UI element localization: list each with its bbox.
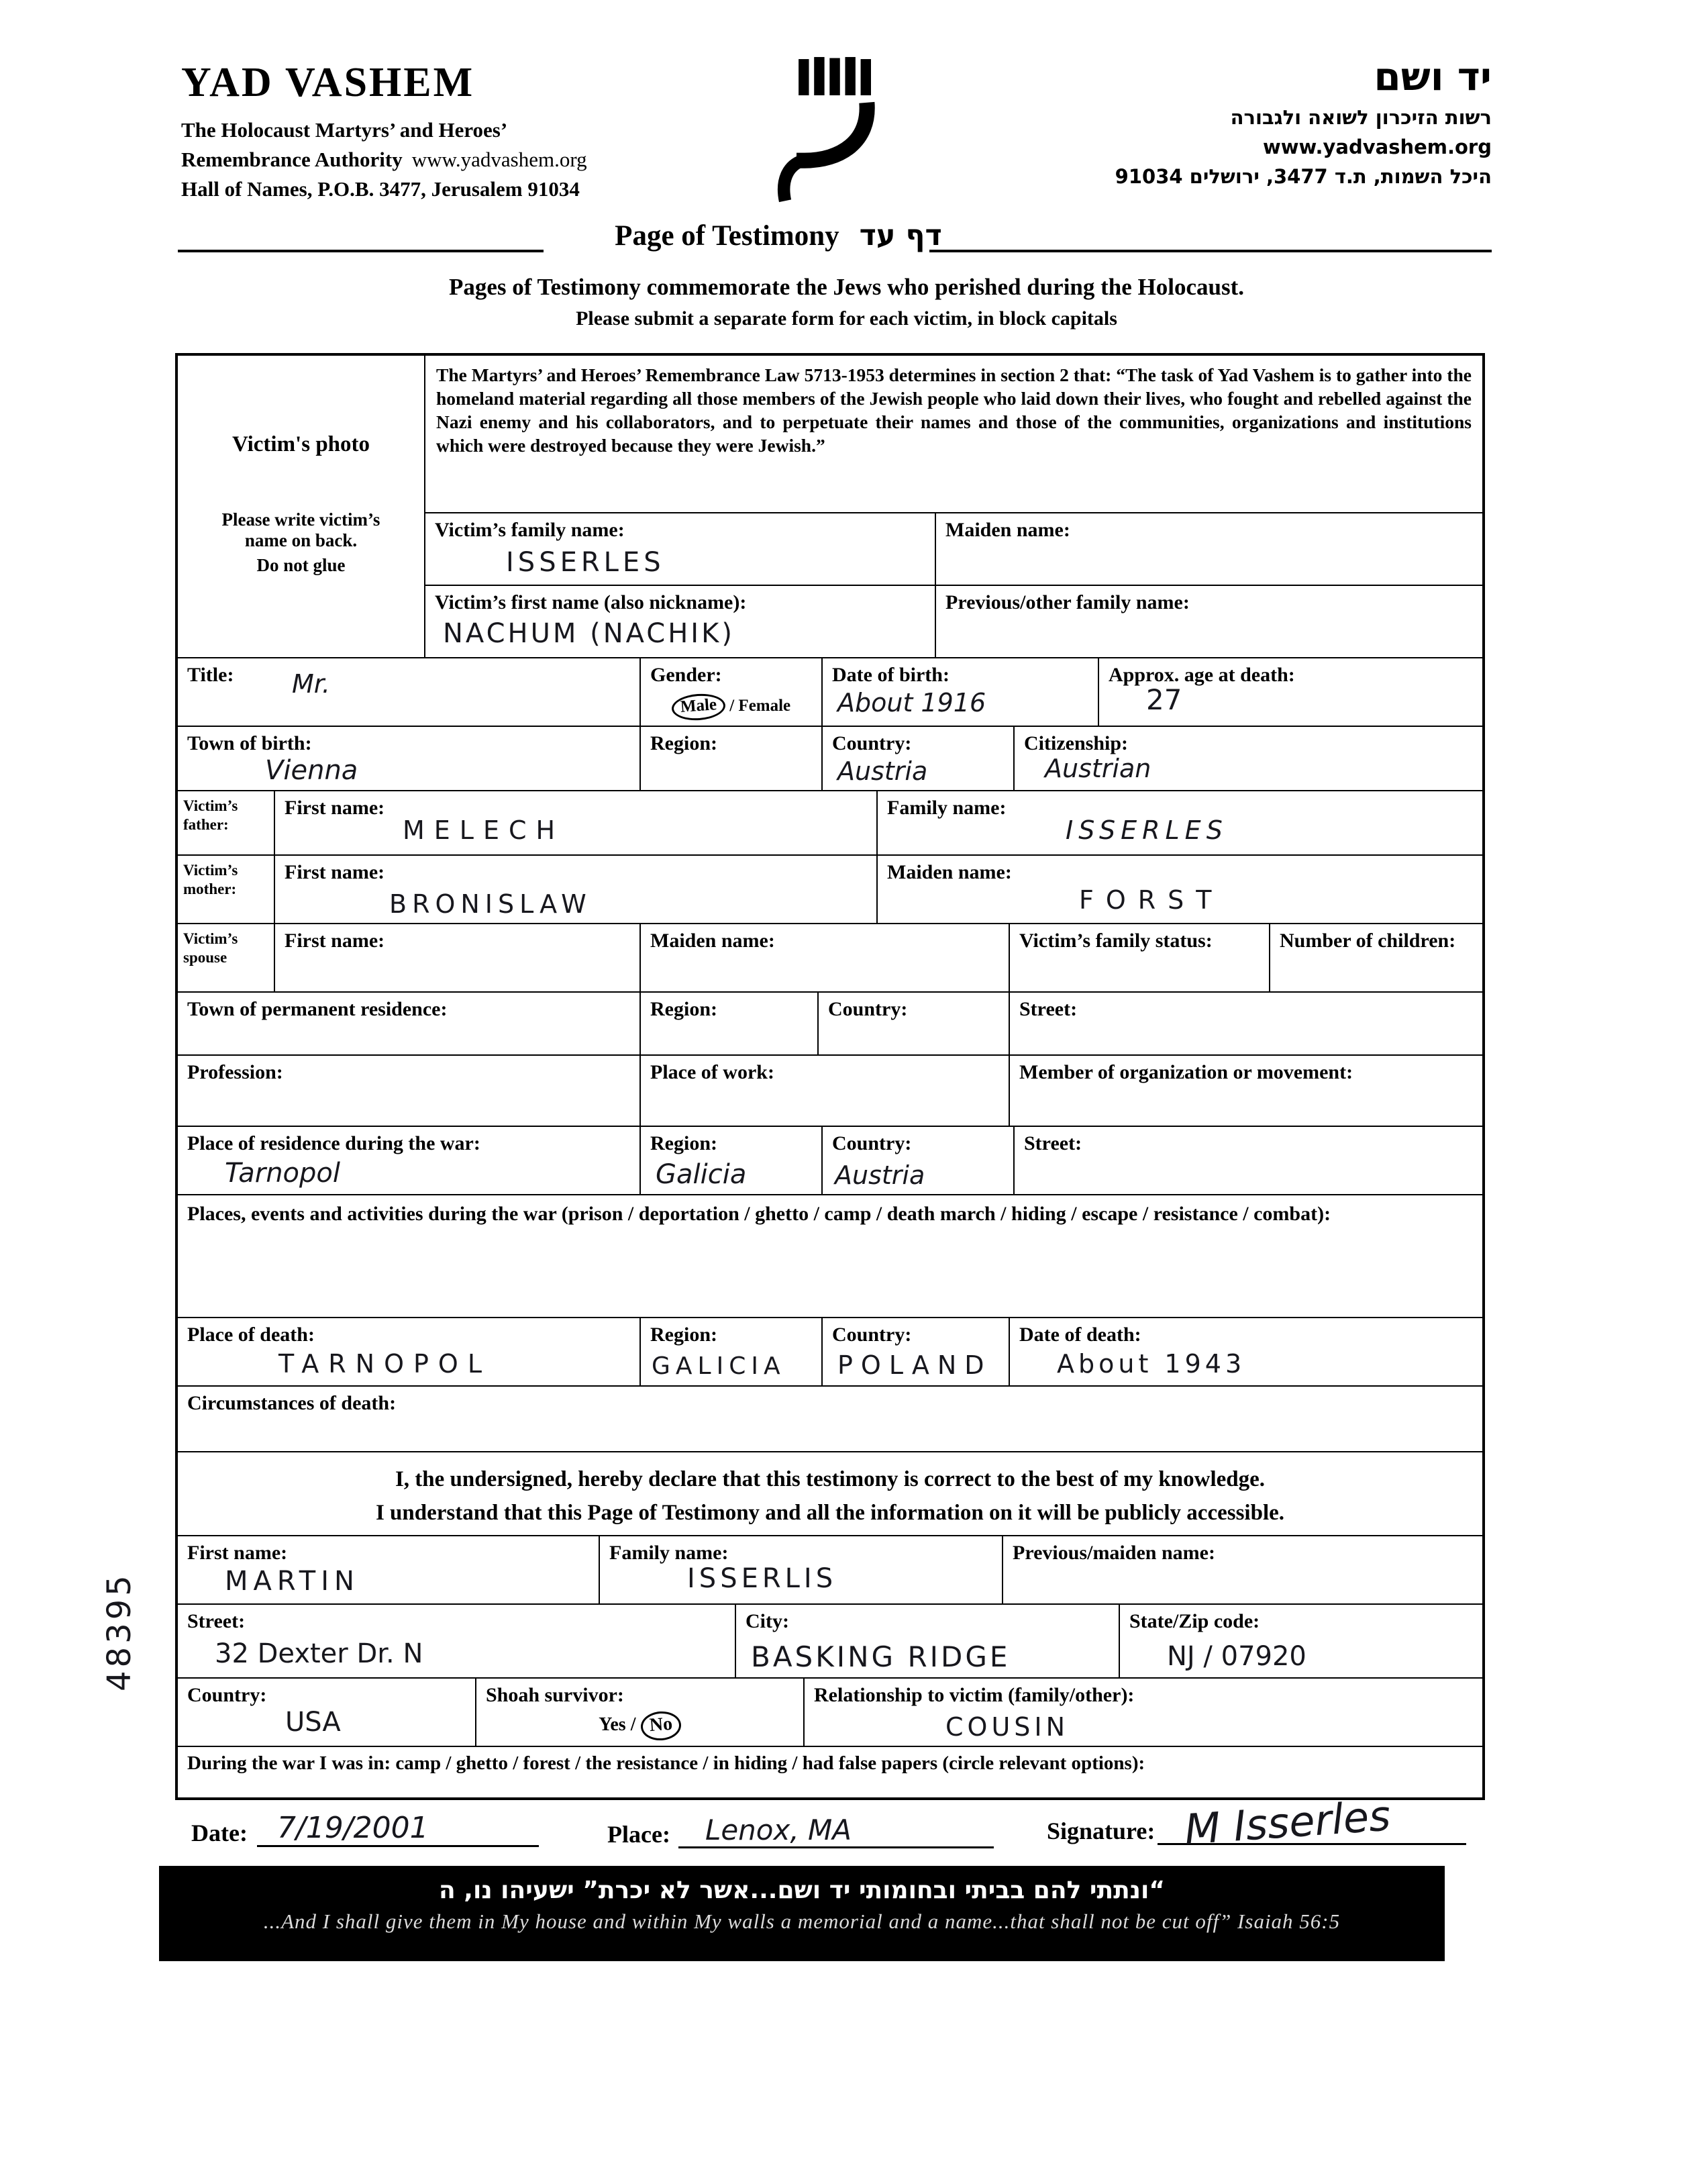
org-authority: Remembrance Authority (181, 147, 403, 171)
org-subtitle-line2 (181, 146, 587, 174)
war-events-row (178, 1194, 1482, 1317)
footer-quote-hebrew: “ונתתי להם בביתי ובחומותי יד ושם...אשר לא יכרת” ישעיהו נו, ה (439, 1877, 1165, 1904)
father-row (178, 790, 1482, 854)
circumstances-field (178, 1387, 1482, 1451)
page-subtitle: Pages of Testimony commemorate the Jews who perished during the Holocaust. (448, 274, 1245, 300)
relationship-field (803, 1679, 1482, 1746)
shoah-survivor-options (476, 1711, 803, 1740)
war-country-value: Austria (835, 1160, 925, 1190)
during-war-field (178, 1747, 1482, 1797)
permanent-residence-street-label: Street: (1019, 998, 1078, 1020)
top-section (178, 356, 1482, 657)
place-of-work-label: Place of work: (650, 1061, 774, 1083)
signature-group (1047, 1791, 1466, 1854)
org-subtitle-hebrew: רשות הזיכרון לשואה ולגבורה (1230, 106, 1492, 129)
death-region-field (639, 1318, 821, 1385)
death-region-value: GALICIA (652, 1352, 786, 1380)
footer-quote-bar (159, 1866, 1445, 1961)
permanent-residence-street-field (1009, 993, 1482, 1054)
death-country-label: Country: (832, 1324, 912, 1346)
town-of-birth-field (178, 727, 639, 790)
gender-label: Gender: (650, 664, 722, 686)
place-of-death-field (178, 1318, 639, 1385)
gender-field (639, 658, 821, 726)
permanent-residence-country-label: Country: (828, 998, 908, 1020)
father-side-line1: Victim’s (183, 797, 238, 814)
victim-first-name-label: Victim’s first name (also nickname): (435, 591, 747, 613)
submitter-first-name-label: First name: (187, 1542, 288, 1564)
country-of-birth-label: Country: (832, 732, 912, 754)
signature-line (1158, 1791, 1466, 1854)
gender-options (641, 694, 821, 720)
spouse-family-status-field (1009, 924, 1269, 991)
permanent-residence-town-field (178, 993, 639, 1054)
submitter-country-label: Country: (187, 1684, 267, 1706)
org-name-hebrew: יד ושם (1374, 54, 1492, 99)
war-residence-label: Place of residence during the war: (187, 1132, 480, 1154)
org-url: www.yadvashem.org (411, 147, 587, 171)
war-residence-value: Tarnopol (225, 1158, 340, 1189)
header-rule-right (929, 250, 1492, 252)
during-war-row (178, 1746, 1482, 1797)
page-title (591, 219, 966, 252)
top-right-column (424, 356, 1482, 657)
place-of-work-field (639, 1056, 1009, 1126)
father-family-name-label: Family name: (887, 797, 1007, 819)
father-first-name-field (274, 791, 876, 854)
org-address: Hall of Names, P.O.B. 3477, Jerusalem 91034 (181, 177, 580, 201)
mother-first-name-label: First name: (285, 861, 385, 883)
submitter-address-row (178, 1603, 1482, 1677)
org-url-hebrew: www.yadvashem.org (1262, 136, 1492, 158)
page-title-english: Page of Testimony (615, 220, 839, 252)
submitter-country-field (178, 1679, 475, 1746)
victim-first-name-row (425, 585, 1482, 657)
relationship-value: COUSIN (945, 1712, 1070, 1742)
mother-first-name-field (274, 856, 876, 923)
father-side-label (178, 791, 274, 854)
war-country-field (821, 1127, 1013, 1194)
death-country-value: POLAND (837, 1350, 992, 1380)
org-address-hebrew: היכל השמות, ת.ד 3477, ירושלים 91034 (1115, 165, 1492, 188)
submitter-city-value: BASKING RIDGE (751, 1640, 1011, 1673)
spouse-side-line1: Victim’s (183, 930, 238, 947)
remembrance-law-text: The Martyrs’ and Heroes’ Remembrance Law 5713-1953 determines in section 2 that: “The task of Yad Vashem is to gather into the homeland material regarding all those members of the Jewish people who laid down their lives, who fought and rebelled against the Nazi enemy and his collaborators, and to perpetuate their names and those of the communities, organizations and institutions which were destroyed because they were Jewish.” (436, 364, 1472, 456)
declaration-line2: I understand that this Page of Testimony and all the information on it will be publicly accessible. (375, 1500, 1285, 1525)
photo-note-2: name on back. (244, 530, 358, 550)
age-at-death-field (1098, 658, 1482, 726)
permanent-residence-region-field (639, 993, 817, 1054)
submitter-family-name-field (599, 1536, 1002, 1603)
shoah-survivor-label: Shoah survivor: (486, 1684, 624, 1706)
submitter-street-field (178, 1605, 735, 1677)
signature-value: M Isserles (1183, 1791, 1392, 1854)
war-events-label: Places, events and activities during the war (prison / deportation / ghetto / camp / death march / hiding / escape / resistance / combat): (187, 1203, 1331, 1225)
date-label: Date: (191, 1820, 248, 1846)
date-value: 7/19/2001 (257, 1811, 539, 1847)
submitter-previous-name-field (1002, 1536, 1482, 1603)
page-title-hebrew: דף עד (859, 219, 942, 252)
date-of-death-field (1009, 1318, 1482, 1385)
submitter-country-row (178, 1677, 1482, 1746)
number-of-children-label: Number of children: (1280, 930, 1456, 952)
war-street-label: Street: (1024, 1132, 1082, 1154)
profession-row (178, 1054, 1482, 1126)
age-at-death-value: 27 (1146, 683, 1182, 716)
title-field (178, 658, 639, 726)
mother-side-line2: mother: (183, 880, 237, 897)
permanent-residence-row (178, 991, 1482, 1054)
victim-maiden-name-field (935, 513, 1482, 585)
father-first-name-value: MELECH (403, 815, 565, 845)
place-of-death-label: Place of death: (187, 1324, 315, 1346)
mother-row (178, 854, 1482, 923)
date-of-birth-value: About 1916 (837, 688, 986, 717)
citizenship-field (1013, 727, 1482, 790)
logo-icon (772, 54, 896, 211)
victim-previous-family-name-label: Previous/other family name: (945, 591, 1190, 613)
mother-maiden-name-label: Maiden name: (887, 861, 1012, 883)
gender-slash: / (729, 697, 735, 715)
footer-quote-english: ...And I shall give them in My house and within My walls a memorial and a name...that shall not be cut off” Isaiah 56:5 (263, 1909, 1341, 1933)
country-of-birth-field (821, 727, 1013, 790)
date-group (191, 1811, 539, 1847)
permanent-residence-region-label: Region: (650, 998, 717, 1020)
submitter-city-field (735, 1605, 1119, 1677)
gender-male-circled: Male (671, 692, 727, 722)
submitter-country-value: USA (285, 1707, 341, 1738)
submitter-family-name-label: Family name: (609, 1542, 729, 1564)
region-of-birth-field (639, 727, 821, 790)
org-header (181, 59, 587, 203)
spouse-maiden-name-label: Maiden name: (650, 930, 775, 952)
page-instruction: Please submit a separate form for each victim, in block capitals (576, 307, 1117, 330)
circumstances-label: Circumstances of death: (187, 1392, 397, 1414)
victim-first-name-field (425, 586, 935, 657)
member-of-organization-field (1009, 1056, 1482, 1126)
victim-family-name-field (425, 513, 935, 585)
death-country-field (821, 1318, 1009, 1385)
war-residence-field (178, 1127, 639, 1194)
father-family-name-value: ISSERLES (1066, 815, 1228, 845)
spouse-maiden-name-field (639, 924, 1009, 991)
permanent-residence-town-label: Town of permanent residence: (187, 998, 448, 1020)
survivor-no-circled: No (639, 1710, 682, 1742)
spouse-row (178, 923, 1482, 991)
date-of-birth-field (821, 658, 1098, 726)
spouse-side-label (178, 924, 274, 991)
victim-previous-family-name-field (935, 586, 1482, 657)
date-of-birth-label: Date of birth: (832, 664, 950, 686)
number-of-children-field (1269, 924, 1482, 991)
mother-maiden-name-field (876, 856, 1482, 923)
place-of-death-value: TARNOPOL (278, 1349, 491, 1379)
father-side-line2: father: (183, 815, 229, 833)
victim-maiden-name-label: Maiden name: (945, 519, 1070, 541)
profession-label: Profession: (187, 1061, 283, 1083)
age-at-death-label: Approx. age at death: (1109, 664, 1295, 686)
citizenship-label: Citizenship: (1024, 732, 1129, 754)
photo-note-1: Please write victim’s (221, 509, 380, 530)
place-value: Lenox, MA (678, 1814, 994, 1848)
declaration-row (178, 1451, 1482, 1535)
date-of-death-label: Date of death: (1019, 1324, 1141, 1346)
submitter-zip-value: NJ / 07920 (1167, 1641, 1306, 1672)
place-label: Place: (607, 1821, 670, 1848)
permanent-residence-country-field (817, 993, 1009, 1054)
town-of-birth-label: Town of birth: (187, 732, 312, 754)
photo-box-title: Victim's photo (232, 432, 370, 456)
title-value: Mr. (292, 669, 330, 699)
country-of-birth-value: Austria (837, 756, 928, 786)
region-of-birth-label: Region: (650, 732, 717, 754)
war-residence-row (178, 1126, 1482, 1194)
submitter-first-name-value: MARTIN (225, 1566, 360, 1597)
title-label: Title: (187, 664, 234, 686)
submitter-street-value: 32 Dexter Dr. N (215, 1638, 423, 1669)
survivor-slash: / (630, 1714, 636, 1735)
circumstances-row (178, 1385, 1482, 1451)
yad-vashem-logo (772, 54, 896, 215)
war-region-label: Region: (650, 1132, 717, 1154)
submitter-zip-field (1119, 1605, 1482, 1677)
father-family-name-field (876, 791, 1482, 854)
war-region-value: Galicia (656, 1159, 747, 1190)
submitter-street-label: Street: (187, 1610, 246, 1632)
declaration-block (178, 1452, 1482, 1535)
photo-note-3: Do not glue (256, 555, 346, 575)
date-of-death-value: About 1943 (1057, 1349, 1246, 1379)
victim-photo-box (178, 356, 424, 657)
victim-first-name-value: NACHUM (NACHIK) (443, 618, 735, 649)
war-country-label: Country: (832, 1132, 912, 1154)
town-of-birth-value: Vienna (265, 755, 358, 786)
during-war-label: During the war I was in: camp / ghetto / forest / the resistance / in hiding / had false papers (circle relevant options): (187, 1752, 1145, 1774)
profession-field (178, 1056, 639, 1126)
death-region-label: Region: (650, 1324, 717, 1346)
header-rule-left (178, 250, 544, 252)
mother-side-line1: Victim’s (183, 862, 238, 879)
declaration-line1: I, the undersigned, hereby declare that this testimony is correct to the best of my knowledge. (395, 1467, 1266, 1491)
title-gender-dob-row (178, 657, 1482, 726)
shoah-survivor-field (475, 1679, 803, 1746)
submitter-first-name-field (178, 1536, 599, 1603)
spouse-first-name-label: First name: (285, 930, 385, 952)
war-street-field (1013, 1127, 1482, 1194)
signature-label: Signature: (1047, 1818, 1156, 1844)
war-events-field (178, 1195, 1482, 1317)
gender-female-option: Female (738, 697, 791, 715)
testimony-form (175, 353, 1485, 1800)
victim-family-name-row (425, 512, 1482, 585)
place-of-death-row (178, 1317, 1482, 1385)
org-subtitle-line1: The Holocaust Martyrs’ and Heroes’ (181, 118, 508, 142)
submitter-previous-name-label: Previous/maiden name: (1013, 1542, 1215, 1564)
submitter-name-row (178, 1535, 1482, 1603)
submitter-family-name-value: ISSERLIS (687, 1563, 837, 1594)
margin-reference-number: 48395 (101, 1572, 138, 1691)
victim-family-name-value: ISSERLES (506, 547, 665, 578)
spouse-family-status-label: Victim’s family status: (1019, 930, 1213, 952)
submitter-zip-label: State/Zip code: (1129, 1610, 1260, 1632)
org-name: YAD VASHEM (181, 60, 475, 105)
victim-family-name-label: Victim’s family name: (435, 519, 625, 541)
mother-side-label (178, 856, 274, 923)
mother-maiden-name-value: FORST (1079, 885, 1224, 915)
survivor-yes-option: Yes (599, 1714, 626, 1735)
war-region-field (639, 1127, 821, 1194)
father-first-name-label: First name: (285, 797, 385, 819)
member-of-organization-label: Member of organization or movement: (1019, 1061, 1353, 1083)
citizenship-value: Austrian (1045, 754, 1151, 783)
submitter-city-label: City: (746, 1610, 789, 1632)
mother-first-name-value: BRONISLAW (389, 889, 592, 919)
place-group (607, 1814, 994, 1848)
spouse-first-name-field (274, 924, 639, 991)
org-header-hebrew (1115, 54, 1492, 188)
spouse-side-line2: spouse (183, 948, 227, 966)
relationship-label: Relationship to victim (family/other): (814, 1684, 1135, 1706)
town-of-birth-row (178, 726, 1482, 790)
